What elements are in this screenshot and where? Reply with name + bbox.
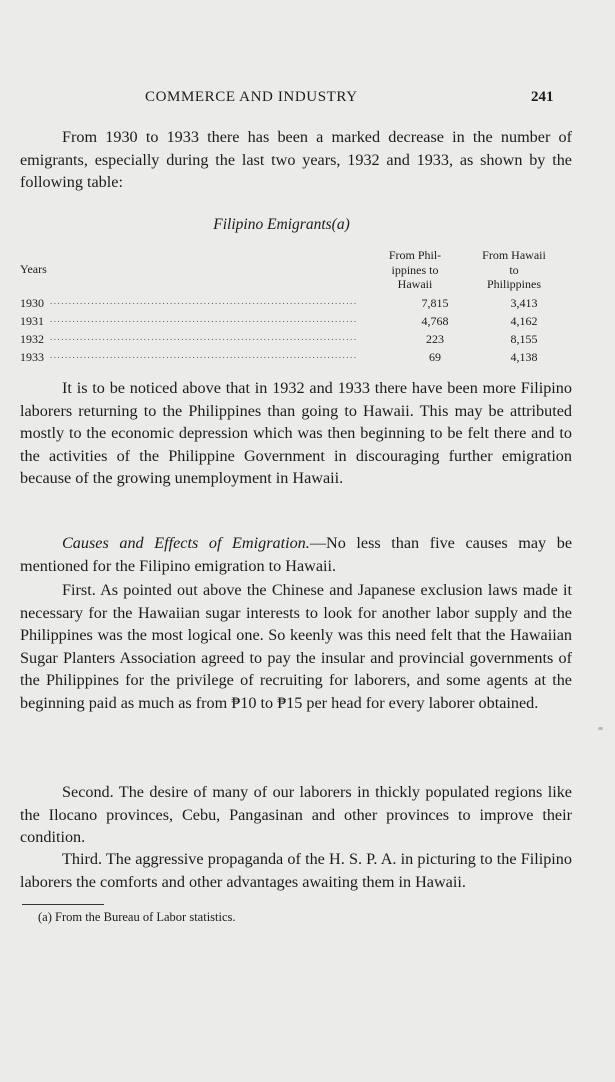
paragraph-block-4 — [20, 781, 572, 849]
paragraph-causes — [20, 532, 572, 577]
row-to-hawaii: 7,815 — [421, 296, 449, 310]
row-year: 1930 — [20, 296, 44, 310]
row-to-philippines: 3,413 — [510, 296, 538, 310]
paragraph-second-cause: Second. The desire of many of our laborers in thickly populated regions like the Ilocano provinces, Cebu, Pangasinan and other provinces to improve their condition. — [20, 783, 572, 846]
intro-paragraph-block — [20, 126, 572, 194]
footnote: (a) From the Bureau of Labor statistics. — [38, 910, 236, 924]
running-head — [0, 89, 615, 113]
row-to-hawaii: 69 — [429, 350, 441, 364]
row-to-philippines: 8,155 — [510, 332, 538, 346]
row-to-hawaii: 223 — [426, 332, 444, 346]
col-header-to-philippines — [464, 248, 564, 292]
col-header-to-philippines-line-2: to — [509, 262, 519, 277]
table-row — [20, 314, 560, 332]
dot-leader: .................................................................................. — [50, 314, 358, 324]
paragraph-block-5 — [20, 848, 572, 893]
row-to-philippines: 4,162 — [510, 314, 538, 328]
table-caption-text: Filipino Emigrants(a) — [213, 216, 350, 233]
paragraph-block-2 — [20, 532, 572, 577]
row-year: 1932 — [20, 332, 44, 346]
paragraph-third-cause: Third. The aggressive propaganda of the H. S. P. A. in picturing to the Filipino laborers the comforts and other advantages awaiting them in Hawaii. — [20, 850, 572, 891]
dot-leader: .................................................................................. — [50, 350, 358, 360]
table-row — [20, 332, 560, 350]
paragraph-block-1 — [20, 377, 572, 490]
table-row — [20, 350, 560, 368]
dot-leader: .................................................................................. — [50, 296, 358, 306]
paragraph-first-cause: First. As pointed out above the Chinese and Japanese exclusion laws made it necessary for the Hawaiian sugar interests to look for another labor supply and the Philippines was the most logical one. So keenly was this need felt that the Hawaiian Sugar Planters Association agreed to pay the insular and provincial governments of the Philippines for the privilege of recruiting for laborers, and some agents at the beginning paid as much as from ₱10 to ₱15 per head for every laborer obtained. — [20, 581, 572, 712]
intro-paragraph: From 1930 to 1933 there has been a marked decrease in the number of emigrants, especially during the last two years, 1932 and 1933, as shown by the following table: — [20, 128, 572, 191]
col-header-to-philippines-line-3: Philippines — [486, 277, 541, 291]
col-header-to-hawaii — [370, 248, 460, 292]
table-caption — [0, 216, 615, 234]
col-header-to-hawaii-line-2: ippines to — [391, 262, 439, 277]
page-number: 241 — [531, 89, 554, 105]
causes-heading: Causes and Effects of Emigration. — [62, 534, 310, 552]
paragraph-economic-depression: It is to be noticed above that in 1932 and 1933 there have been more Filipino laborers returning to the Philippines than going to Hawaii. This may be attributed mostly to the economic depression which was then beginning to be felt there and to the activities of the Philippine Government in discouraging further emigration because of the growing unemployment in Hawaii. — [20, 379, 572, 487]
row-year: 1933 — [20, 350, 44, 364]
running-title: COMMERCE AND INDUSTRY — [145, 89, 358, 105]
scan-speck — [598, 727, 603, 730]
row-year: 1931 — [20, 314, 44, 328]
col-header-to-hawaii-line-3: Hawaii — [397, 277, 433, 291]
col-header-to-philippines-line-1: From Hawaii — [482, 248, 546, 262]
dot-leader: .................................................................................. — [50, 332, 358, 342]
table-row — [20, 296, 560, 314]
col-header-to-hawaii-line-1: From Phil- — [388, 248, 442, 262]
paragraph-block-3 — [20, 579, 572, 714]
row-to-hawaii: 4,768 — [421, 314, 449, 328]
footnote-rule — [22, 904, 104, 905]
row-to-philippines: 4,138 — [510, 350, 538, 364]
col-header-years: Years — [20, 262, 47, 276]
causes-rest: —No less than five causes may be mentioned for the Filipino emigration to Hawaii. — [20, 534, 573, 575]
